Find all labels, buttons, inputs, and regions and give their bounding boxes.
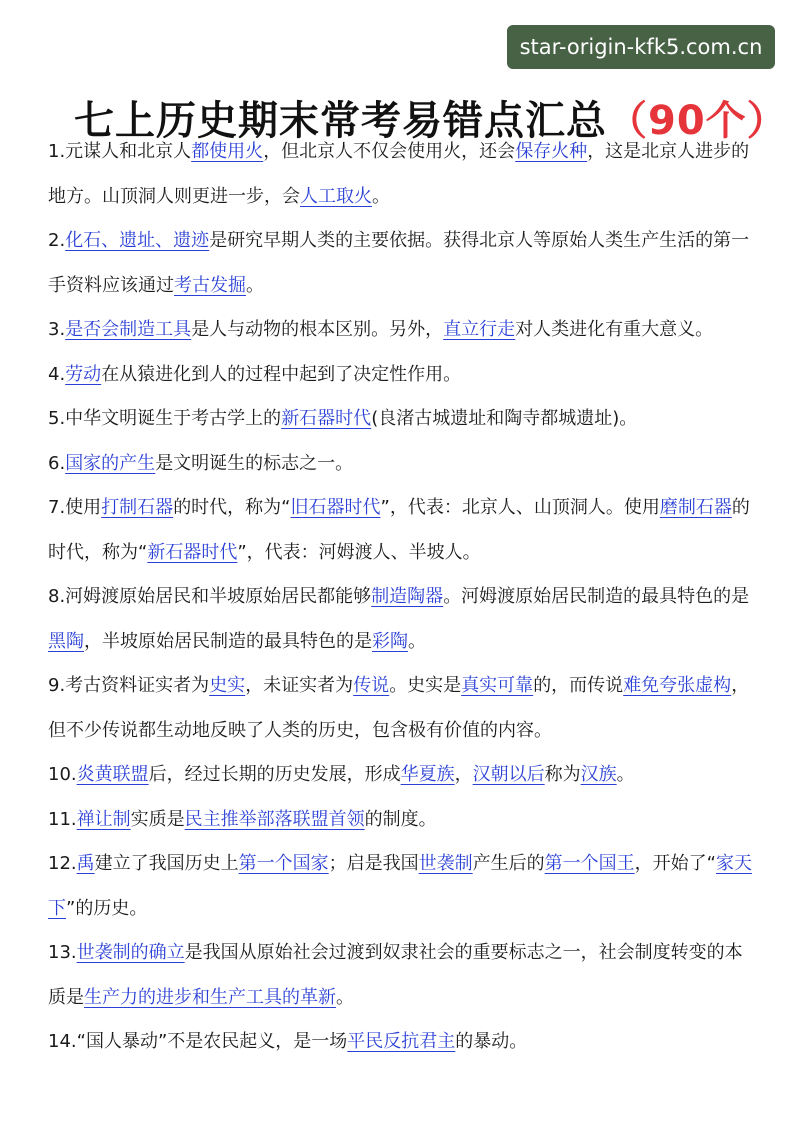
- item-text: 对人类进化有重大意义。: [515, 319, 714, 340]
- item-text: 的，而传说: [533, 675, 624, 696]
- point-item: [48, 931, 758, 1020]
- point-item: [48, 753, 758, 798]
- point-item: [48, 308, 758, 353]
- key-term: 直立行走: [443, 319, 516, 340]
- item-text: ，: [454, 764, 473, 785]
- item-text: 是我国从原始社会过渡到奴隶社会的重要标志之一，社会制度转变的本质是: [48, 942, 743, 1008]
- item-text: 。: [408, 630, 426, 652]
- item-text: ”，代表：北京人、山顶洞人。使用: [380, 497, 660, 518]
- point-item: [48, 397, 758, 442]
- point-item: [48, 486, 758, 575]
- point-item: [48, 130, 758, 219]
- point-item: [48, 442, 758, 487]
- item-text: 12.: [48, 853, 77, 874]
- key-term: 平民反抗君主: [347, 1031, 456, 1052]
- item-text: 。: [336, 986, 354, 1008]
- key-term: 是否会制造工具: [65, 319, 192, 340]
- item-text: 的制度。: [364, 808, 437, 830]
- item-text: 11.: [48, 808, 77, 830]
- key-term: 汉族: [580, 764, 617, 785]
- item-text: 的时代，称为“: [173, 497, 291, 518]
- item-text: (良渚古城遗址和陶寺都城遗址)。: [371, 408, 638, 429]
- item-text: ”的历史。: [66, 897, 148, 919]
- point-item: [48, 219, 758, 308]
- key-term: 保存火种: [515, 141, 588, 162]
- key-term: 新石器时代: [147, 541, 238, 563]
- item-text: 是人与动物的根本区别。另外，: [191, 319, 444, 340]
- key-term: 炎黄联盟: [76, 764, 149, 785]
- key-term: 化石、遗址、遗迹: [65, 230, 210, 251]
- watermark-badge: star-origin-kfk5.com.cn: [507, 25, 775, 69]
- item-text: 2.: [48, 230, 66, 251]
- key-term: 禹: [76, 853, 95, 874]
- key-term: 国家的产生: [65, 452, 156, 474]
- item-text: 的暴动。: [455, 1031, 528, 1052]
- point-item: [48, 842, 758, 931]
- item-text: ，但不少传说都生动地反映了人类的历史，包含极有价值的内容。: [48, 675, 750, 741]
- item-text: 8.河姆渡原始居民和半坡原始居民都能够: [48, 586, 372, 607]
- key-term: 都使用火: [191, 141, 264, 162]
- item-text: ；启是我国: [328, 853, 419, 874]
- item-text: 。史实是: [389, 675, 462, 696]
- item-text: ，但北京人不仅会使用火，还会: [263, 141, 516, 162]
- key-term: 第一个国家: [238, 853, 329, 874]
- item-text: 在从猿进化到人的过程中起到了决定性作用。: [101, 363, 462, 385]
- item-text: 13.: [48, 942, 77, 963]
- item-text: 。: [246, 274, 264, 296]
- point-item: [48, 664, 758, 753]
- item-text: 3.: [48, 319, 66, 340]
- key-term: 禅让制: [76, 808, 131, 830]
- item-text: 后，经过长期的历史发展，形成: [148, 764, 401, 785]
- item-text: 14.“国人暴动”不是农民起义，是一场: [48, 1031, 348, 1052]
- item-text: 是研究早期人类的主要依据。获得北京人等原始人类生产生活的第一手资料应该通过: [48, 230, 750, 296]
- point-item: [48, 575, 758, 664]
- key-term: 家天下: [48, 853, 752, 919]
- item-text: 。: [616, 764, 635, 785]
- point-item: [48, 1020, 758, 1065]
- item-text: 9.考古资料证实者为: [48, 675, 210, 696]
- key-term: 新石器时代: [281, 408, 372, 429]
- key-term: 世袭制的确立: [76, 942, 185, 963]
- key-term: 世袭制: [418, 853, 473, 874]
- key-term: 制造陶器: [371, 586, 444, 607]
- key-term: 第一个国王: [544, 853, 635, 874]
- key-term: 汉朝以后: [472, 764, 545, 785]
- key-term: 生产力的进步和生产工具的革新: [84, 986, 336, 1008]
- key-term: 考古发掘: [174, 274, 246, 296]
- key-term: 史实: [209, 675, 246, 696]
- item-text: 5.中华文明诞生于考古学上的: [48, 408, 282, 429]
- item-text: 的时代，称为“: [48, 497, 750, 563]
- key-term: 难免夸张虚构: [623, 675, 732, 696]
- item-text: 实质是: [130, 808, 185, 830]
- point-item: [48, 798, 758, 843]
- item-text: 10.: [48, 764, 77, 785]
- item-text: 是文明诞生的标志之一。: [155, 452, 354, 474]
- item-text: ，开始了“: [634, 853, 716, 874]
- item-text: 4.: [48, 363, 66, 385]
- key-term: 磨制石器: [659, 497, 732, 518]
- title-main: 七上历史期末常考易错点汇总: [74, 97, 607, 144]
- item-text: 。: [372, 185, 390, 207]
- item-text: 6.: [48, 452, 66, 474]
- key-term: 黑陶: [48, 630, 84, 652]
- point-item: [48, 353, 758, 398]
- key-term: 真实可靠: [461, 675, 534, 696]
- key-term: 旧石器时代: [290, 497, 381, 518]
- key-term: 传说: [353, 675, 390, 696]
- title-count: （90个）: [607, 97, 788, 144]
- item-text: 建立了我国历史上: [94, 853, 239, 874]
- item-text: ，这是北京人进步的地方。山顶洞人则更进一步，会: [48, 141, 750, 207]
- point-list: [48, 130, 758, 1065]
- key-term: 彩陶: [372, 630, 408, 652]
- item-text: ”，代表：河姆渡人、半坡人。: [237, 541, 481, 563]
- item-text: ，半坡原始居民制造的最具特色的是: [84, 630, 372, 652]
- item-text: 7.使用: [48, 497, 102, 518]
- item-text: 1.元谋人和北京人: [48, 141, 192, 162]
- item-text: 产生后的: [472, 853, 545, 874]
- item-text: 。河姆渡原始居民制造的最具特色的是: [443, 586, 750, 607]
- key-term: 人工取火: [300, 185, 372, 207]
- item-text: 称为: [544, 764, 581, 785]
- key-term: 打制石器: [101, 497, 174, 518]
- key-term: 华夏族: [400, 764, 455, 785]
- key-term: 民主推举部落联盟首领: [184, 808, 365, 830]
- key-term: 劳动: [65, 363, 102, 385]
- item-text: ，未证实者为: [245, 675, 354, 696]
